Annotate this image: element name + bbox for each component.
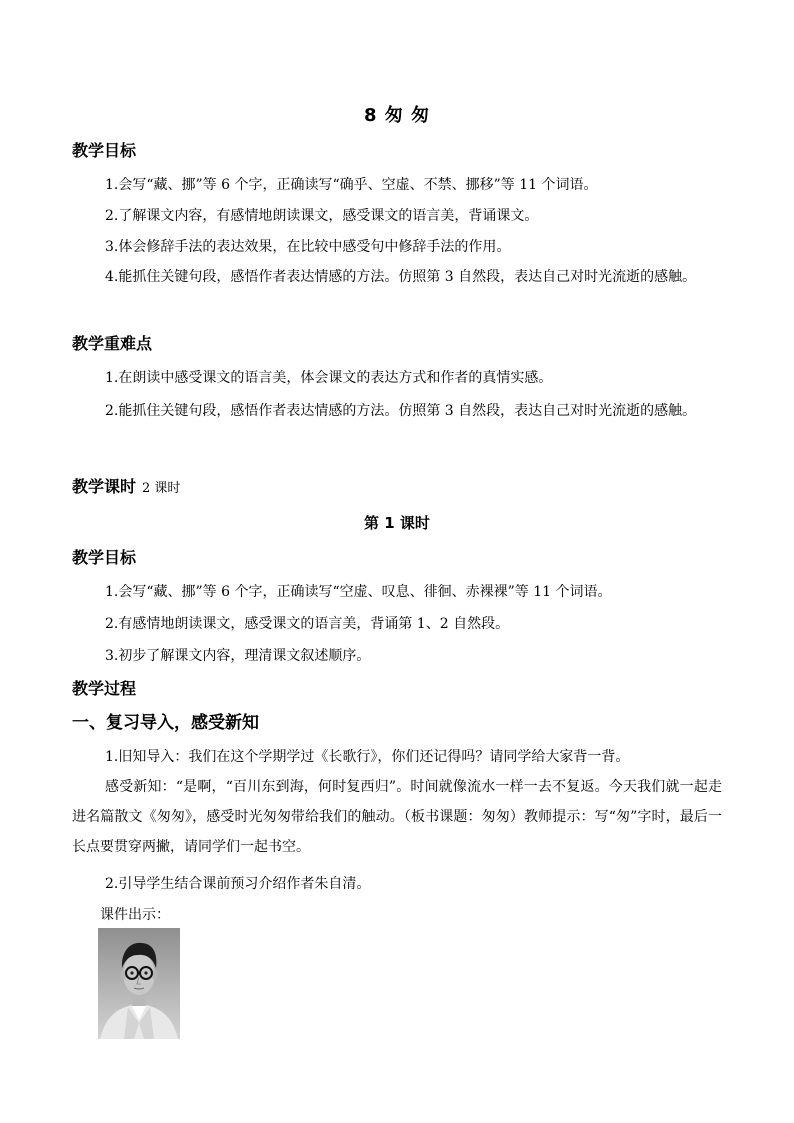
key-points-heading: 教学重难点 (72, 334, 153, 353)
key-point-item: 2.能抓住关键句段，感悟作者表达情感的方法。仿照第 3 自然段，表达自己对时光流逝的感触。 (105, 403, 697, 419)
objective-item: 3.体会修辞手法的表达效果，在比较中感受句中修辞手法的作用。 (105, 239, 511, 255)
lesson-1-objectives-heading: 教学目标 (72, 548, 137, 567)
objective-item: 4.能抓住关键句段，感悟作者表达情感的方法。仿照第 3 自然段，表达自己对时光流逝的感触。 (105, 269, 697, 285)
hours-heading: 教学课时 (72, 477, 137, 496)
objective-item: 1.会写“藏、挪”等 6 个字，正确读写“确乎、空虚、不禁、挪移”等 11 个词语。 (105, 177, 598, 193)
lesson-1-heading: 第 1 课时 (364, 514, 430, 532)
hours-value: 2 课时 (142, 481, 181, 496)
page-title: 8 匆 匆 (363, 105, 431, 126)
lesson-1-objective-item: 2.有感情地朗读课文，感受课文的语言美，背诵第 1、2 自然段。 (105, 616, 510, 632)
teaching-hours (72, 476, 180, 500)
section-1-heading: 一、复习导入，感受新知 (72, 713, 259, 733)
lesson-1-objective-item: 3.初步了解课文内容，理清课文叙述顺序。 (105, 648, 371, 664)
key-point-item: 1.在朗读中感受课文的语言美，体会课文的表达方式和作者的真情实感。 (105, 370, 553, 386)
lesson-1-objective-item: 1.会写“藏、挪”等 6 个字，正确读写“空虚、叹息、徘徊、赤裸裸”等 11 个词语。 (105, 584, 612, 600)
objectives-heading: 教学目标 (72, 141, 137, 160)
section-1-item: 2.引导学生结合课前预习介绍作者朱自清。 (105, 876, 371, 892)
author-portrait-icon (98, 928, 180, 1039)
section-1-item: 感受新知：“是啊，“百川东到海，何时复西归”。时间就像流水一样一去不复返。今天我们就一起走进名篇散文《匆匆》，感受时光匆匆带给我们的触动。（板书课题：匆匆）教师提示：写“匆”字时，最后一长点要贯穿两撇，请同学们一起书空。 (72, 779, 722, 855)
courseware-label: 课件出示： (100, 907, 170, 923)
objective-item: 2.了解课文内容，有感情地朗读课文，感受课文的语言美，背诵课文。 (105, 208, 539, 224)
section-1-item: 1.旧知导入：我们在这个学期学过《长歌行》，你们还记得吗？请同学给大家背一背。 (105, 749, 630, 765)
process-heading: 教学过程 (72, 679, 137, 698)
